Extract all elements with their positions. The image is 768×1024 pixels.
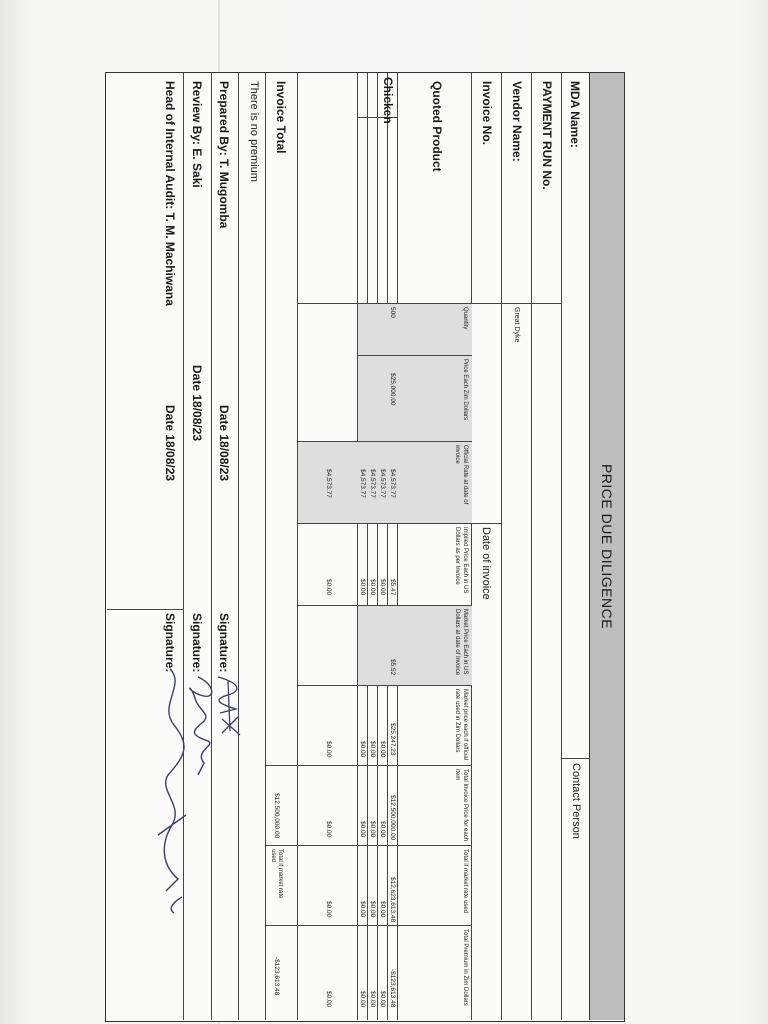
table-cell: $4,573.77 xyxy=(379,469,386,498)
audit-date: Date 18/08/23 xyxy=(163,405,177,482)
rule xyxy=(265,73,266,1020)
header-total-market: Total if market rate used xyxy=(462,849,468,914)
rule xyxy=(266,845,472,846)
table-cell: $5.47 xyxy=(389,579,396,596)
rule xyxy=(358,355,472,356)
table-cell: $0.00 xyxy=(359,901,366,918)
table-cell: $0.00 xyxy=(325,579,332,596)
table-cell: $12,623,613.48 xyxy=(389,877,396,923)
invoice-total-label: Invoice Total xyxy=(274,81,288,154)
rule xyxy=(501,73,502,1020)
contact-label: Contact Person xyxy=(570,763,582,839)
table-cell: $25,247.23 xyxy=(389,723,396,756)
table-cell: $5.52 xyxy=(389,659,396,676)
table-cell: $0.00 xyxy=(325,991,332,1008)
rule xyxy=(298,303,562,304)
rule xyxy=(298,523,502,524)
table-cell: $4,573.77 xyxy=(359,469,366,498)
rule xyxy=(561,73,562,1020)
table-cell: $25,000.00 xyxy=(389,373,396,406)
review-signature-label: Signature: xyxy=(190,613,204,673)
review-date: Date 18/08/23 xyxy=(190,365,204,442)
table-cell: $0.00 xyxy=(325,741,332,758)
shade-quantity xyxy=(358,303,472,355)
prepared-signature-label: Signature: xyxy=(217,613,231,673)
rule xyxy=(531,73,532,1020)
signature-audit xyxy=(152,665,192,915)
form-title xyxy=(589,73,624,1020)
rule xyxy=(298,605,472,606)
table-cell: $0.00 xyxy=(325,821,332,838)
rule xyxy=(387,73,388,1020)
rule xyxy=(562,758,590,759)
table-cell: $0.00 xyxy=(369,821,376,838)
rule xyxy=(357,73,358,1020)
table-cell: $0.00 xyxy=(379,901,386,918)
table-cell: $0.00 xyxy=(369,741,376,758)
audit-head: Head of Internal Audit: T. M. Machiwana xyxy=(163,81,177,306)
header-official-rate: Official Rate at date of invoice xyxy=(454,445,468,505)
header-quantity: Quantity xyxy=(462,307,468,330)
rule xyxy=(238,73,239,1020)
table-cell: $0.00 xyxy=(379,579,386,596)
payment-run-label: PAYMENT RUN No. xyxy=(540,81,554,190)
total-market-label: Total if market rate used xyxy=(270,849,283,899)
table-cell: $0.00 xyxy=(369,579,376,596)
rule xyxy=(266,925,472,926)
table-cell: -$123,613.48 xyxy=(389,969,396,1008)
rule xyxy=(298,685,472,686)
table-cell: $0.00 xyxy=(359,579,366,596)
table-cell: $0.00 xyxy=(379,821,386,838)
rule xyxy=(397,73,398,1020)
rule xyxy=(377,73,378,1020)
header-price-zim: Price Each Zim Dollars xyxy=(462,359,468,421)
vendor-label: Vendor Name: xyxy=(510,81,524,162)
date-of-invoice-label: Date of invoice xyxy=(480,527,492,600)
table-cell: $0.00 xyxy=(369,901,376,918)
product-name: Chicken xyxy=(381,77,395,124)
audit-signature-label: Signature: xyxy=(163,613,177,673)
header-total-premium: Total Premium in Zim Dollars xyxy=(462,929,468,1006)
table-cell: $0.00 xyxy=(359,991,366,1008)
total-premium-value: -$123,613.48 xyxy=(273,957,280,996)
review-by: Review By: E. Saki xyxy=(190,81,204,188)
table-cell: $12,500,000.00 xyxy=(389,795,396,841)
form-title-text: PRICE DUE DILIGENCE xyxy=(599,463,615,630)
invoice-no-label: Invoice No. xyxy=(480,81,494,146)
shade-price xyxy=(358,355,472,441)
header-market-usd: Market Price Each in US Dollars at date of Invoice xyxy=(454,609,468,676)
vendor-value: Great Dyke xyxy=(513,307,520,343)
rule xyxy=(471,73,472,1020)
prepared-date: Date 18/08/23 xyxy=(217,405,231,482)
table-cell: $0.00 xyxy=(369,991,376,1008)
table-cell: $4,573.77 xyxy=(389,469,396,498)
table-cell: $0.00 xyxy=(359,821,366,838)
premium-note: There is no premium xyxy=(248,81,260,182)
rule xyxy=(266,765,472,766)
table-cell: 500 xyxy=(389,307,396,318)
table-cell: $0.00 xyxy=(325,901,332,918)
price-due-diligence-form xyxy=(105,72,625,1022)
header-implied-usd: Implied Price Each in US Dollars as per Invoice xyxy=(454,527,468,594)
table-cell: $0.00 xyxy=(379,991,386,1008)
rule xyxy=(367,73,368,1020)
rule xyxy=(211,73,212,1020)
table-cell: $0.00 xyxy=(379,741,386,758)
header-market-zim: Market price each if official rate used in Zim Dollars xyxy=(454,689,468,760)
quoted-product-label: Quoted Product xyxy=(430,81,444,172)
rule xyxy=(107,609,184,610)
table-cell: $4,573.77 xyxy=(325,469,332,498)
table-cell: $0.00 xyxy=(359,741,366,758)
rule xyxy=(297,73,298,1020)
rule xyxy=(298,441,472,442)
prepared-by: Prepared By: T. Mugomba xyxy=(217,81,231,229)
invoice-total-value: $12,500,000.00 xyxy=(273,793,280,839)
header-total-invoice: Total Invoice Price for each item xyxy=(454,769,468,842)
mda-label: MDA Name: xyxy=(568,81,582,148)
table-cell: $4,573.77 xyxy=(369,469,376,498)
